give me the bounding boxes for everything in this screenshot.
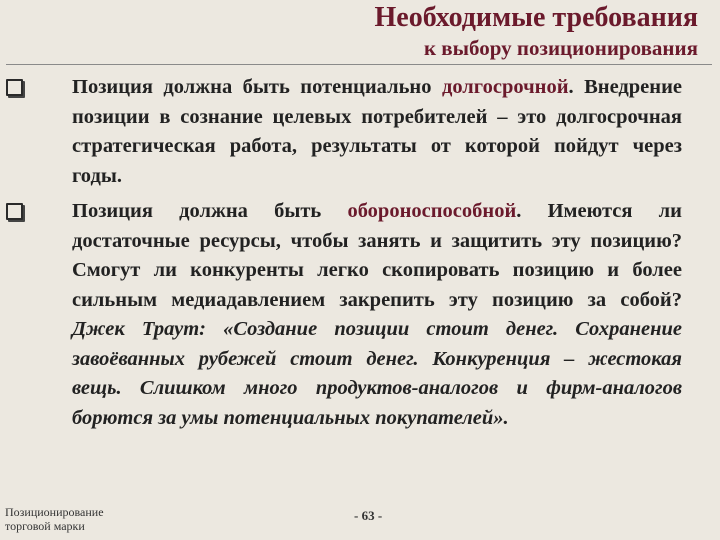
- checkbox-bullet-icon: [6, 79, 23, 96]
- footer-caption-line-1: Позиционирование: [5, 505, 104, 519]
- bullet-text-start: Позиция должна быть потенциально: [72, 76, 442, 98]
- bullet-text: [72, 197, 682, 433]
- bullet-text-rest: . Имеются ли достаточные ресурсы, чтобы занять и защитить эту позицию? Смогут ли конкуренты легко скопировать позицию и более сильным медиадавлением закрепить эту позицию за собой?: [72, 200, 682, 311]
- bullet-item-long-term: [6, 73, 682, 191]
- highlight-term: долгосрочной: [441, 76, 569, 98]
- header-divider: [6, 64, 712, 65]
- slide-subtitle: к выбору позиционирования: [423, 36, 698, 60]
- bullet-item-defensible: [6, 197, 682, 433]
- trout-quote: Джек Траут: «Создание позиции стоит денег. Сохранение завоёванных рубежей стоит денег. Конкуренция – жестокая вещь. Слишком много продуктов-аналогов и фирм-аналогов борются за умы потенциальных покупателей».: [72, 318, 682, 429]
- highlight-term: обороноспособной: [347, 200, 517, 222]
- bullet-text-rest: . Внедрение позиции в сознание целевых потребителей – это долгосрочная стратегическая работа, результаты от которой пойдут через годы.: [72, 76, 682, 187]
- checkbox-bullet-icon: [6, 203, 23, 220]
- bullet-text: [72, 73, 682, 191]
- footer-caption-line-2: торговой марки: [5, 519, 85, 533]
- bullet-text-start: Позиция должна быть: [72, 200, 348, 222]
- footer-caption: [5, 505, 104, 533]
- page-number: - 63 -: [354, 508, 383, 523]
- slide-title: Необходимые требования: [374, 2, 698, 33]
